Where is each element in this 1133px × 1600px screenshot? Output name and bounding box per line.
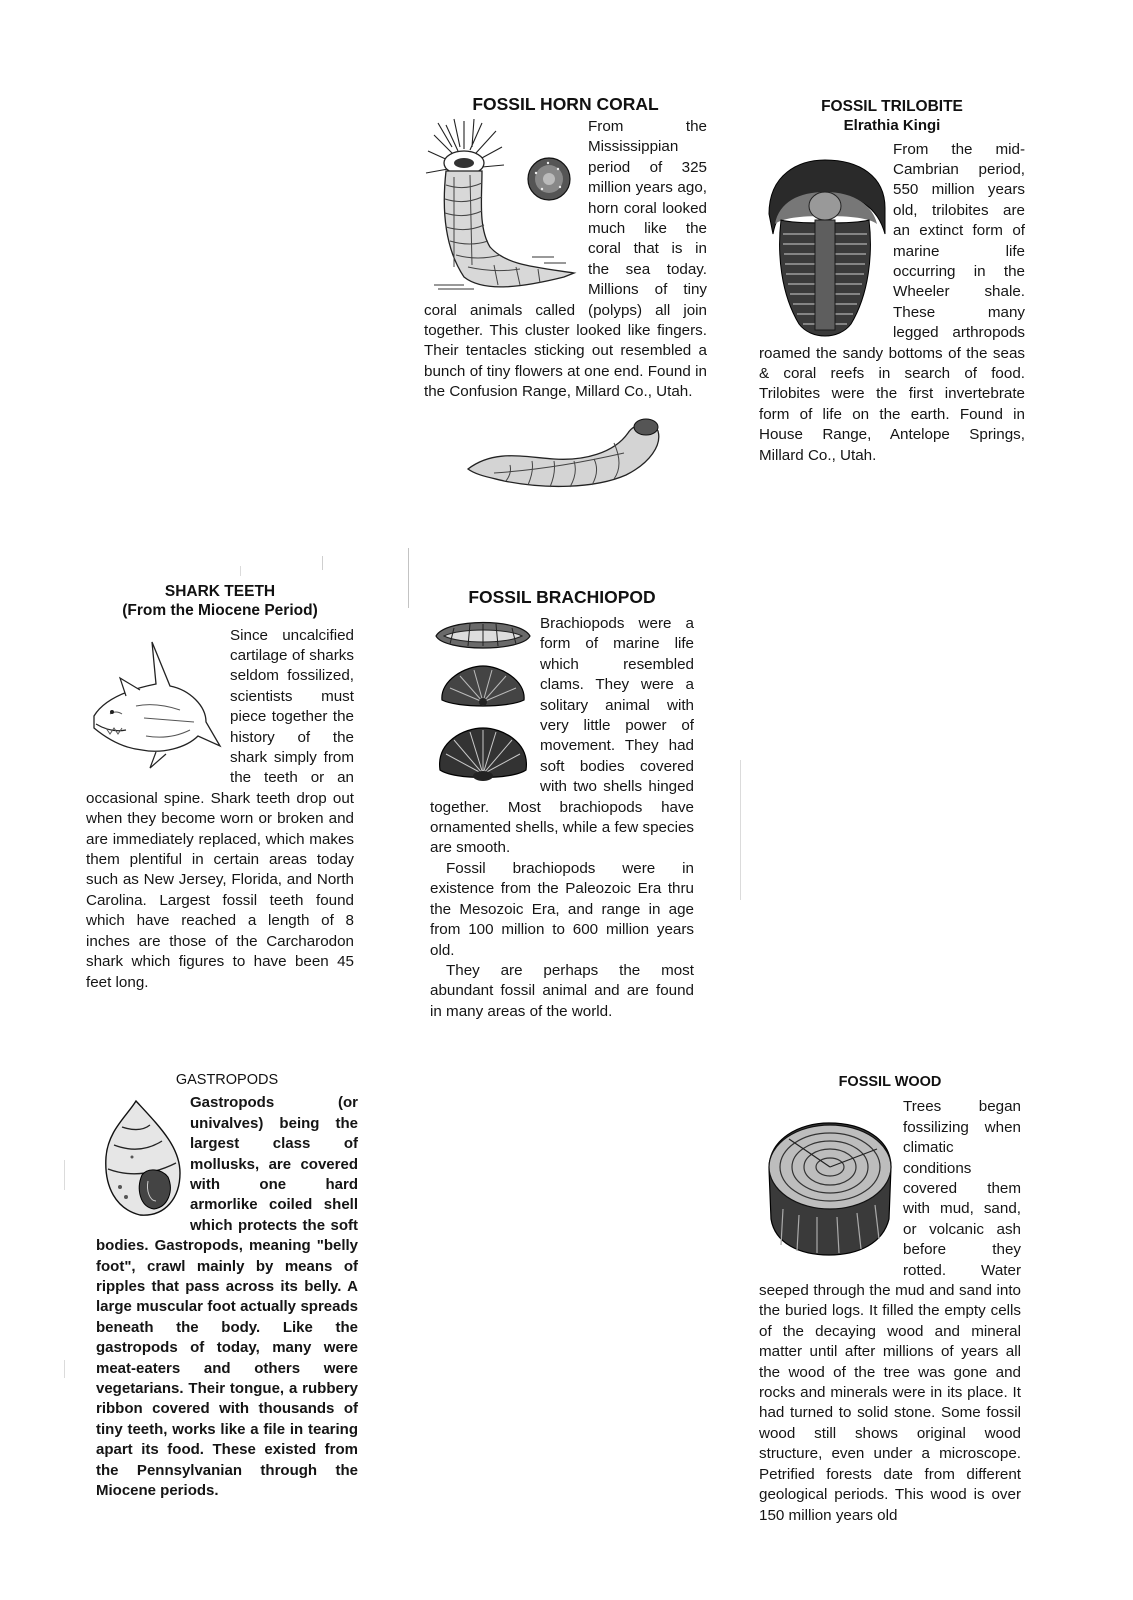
fossil-wood-title: FOSSIL WOOD xyxy=(838,1074,942,1090)
trilobite-title: FOSSIL TRILOBITE xyxy=(821,98,963,115)
trilobite-illustration xyxy=(759,154,889,344)
shark-illustration xyxy=(86,626,226,774)
cut-line xyxy=(64,1160,65,1190)
fossil-wood-illustration xyxy=(759,1109,899,1261)
fossil-wood-card xyxy=(759,1074,1021,1526)
cut-line xyxy=(64,1360,65,1378)
brachiopod-illustration xyxy=(430,614,536,790)
trilobite-card xyxy=(759,98,1025,466)
brachiopod-paragraph-2: Fossil brachiopods were in existence from the Paleozoic Era thru the Mesozoic Era, and range in age from 100 million to 600 million years old. xyxy=(430,859,694,959)
brachiopod-text-block xyxy=(430,614,694,1022)
trilobite-subtitle: Elrathia Kingi xyxy=(843,116,941,134)
shark-card xyxy=(86,583,354,993)
trilobite-text: From the mid-Cambrian period, 550 million years old, trilobites are an extinct form of marine life occurring in the Wheeler shale. These many legged arthropods roamed the sandy bottoms of the seas & coral reefs in search of food. Trilobites were the first invertebrate form of life on the earth. Found in House Range, Antelope Springs, Millard Co., Utah. xyxy=(759,140,1025,464)
brachiopod-title: FOSSIL BRACHIOPOD xyxy=(468,587,656,607)
brachiopod-paragraph-3: They are perhaps the most abundant fossil animal and are found in many areas of the world. xyxy=(430,961,694,1020)
fossil-wood-text-block xyxy=(759,1097,1021,1526)
brachiopod-card xyxy=(430,587,694,1022)
shark-text-block xyxy=(86,626,354,993)
horn-coral-illustration xyxy=(424,117,584,295)
gastropod-illustration xyxy=(96,1097,186,1221)
shark-text: Since uncalcified cartilage of sharks seldom fossilized, scientists must piece together the history of the shark simply from the teeth or an occasional spine. Shark teeth drop out when they become worn or broken and are immediately replaced, which makes them plentiful in certain areas today such as New Jersey, Florida, and North Carolina. Largest fossil teeth found which have reached a length of 8 inches are those of the Carcharodon shark which figures to have been 45 feet long. xyxy=(86,626,354,991)
horn-coral-text: From the Mississippian period of 325 million years ago, horn coral looked much like the coral that is in the sea today. Millions of tiny coral animals called (polyps) all join together. This cluster looked like fingers. Their tentacles sticking out resembled a bunch of tiny flowers at one end. Found in the Confusion Range, Millard Co., Utah. xyxy=(424,118,707,401)
trilobite-text-block xyxy=(759,140,1025,467)
gastropods-text-block xyxy=(96,1093,358,1501)
gastropods-card xyxy=(96,1072,358,1502)
cut-line xyxy=(408,548,409,608)
cut-line xyxy=(240,566,241,576)
gastropods-text: Gastropods (or univalves) being the largest class of mollusks, are covered with one hard armorlike coiled shell which protects the soft bodies. Gastropods, meaning "belly foot", crawl mainly by means of ripples that pass across its belly. A large muscular foot actually spreads beneath the body. Like the gastropods of today, many were meat-eaters and others were vegetarians. Their tongue, a rubbery ribbon covered with thousands of tiny teeth, works like a file in tearing apart its food. These existed from the Pennsylvanian through the Miocene periods. xyxy=(96,1094,358,1500)
cut-line xyxy=(322,556,323,570)
horn-coral-card xyxy=(424,94,707,491)
shark-title: SHARK TEETH xyxy=(164,583,276,600)
cut-line xyxy=(740,760,741,900)
fossil-wood-text: Trees began fossilizing when climatic conditions covered them with mud, sand, or volcanic ash before they rotted. Water seeped through the mud and sand into the buried logs. It filled the empty cells of the decaying wood and mineral matter until after millions of years all the wood of the tree was gone and rocks and minerals were in its place. It had turned to solid stone. Some fossil wood still shows original wood structure, even under a microscope. Petrified forests date from different geological periods. This wood is over 150 million years old xyxy=(759,1098,1021,1524)
horn-coral-text-block xyxy=(424,117,707,403)
shark-subtitle: (From the Miocene Period) xyxy=(122,601,318,619)
horn-coral-title: FOSSIL HORN CORAL xyxy=(472,94,659,114)
gastropods-title: GASTROPODS xyxy=(175,1072,279,1088)
horn-coral-lower-illustration xyxy=(464,409,707,491)
brachiopod-paragraph-1: Brachiopods were a form of marine life which resembled clams. They were a solitary animal with very little power of movement. They had soft bodies covered with two shells hinged together. Most brachiopods have ornamented shells, while a few species are smooth. xyxy=(430,615,694,857)
